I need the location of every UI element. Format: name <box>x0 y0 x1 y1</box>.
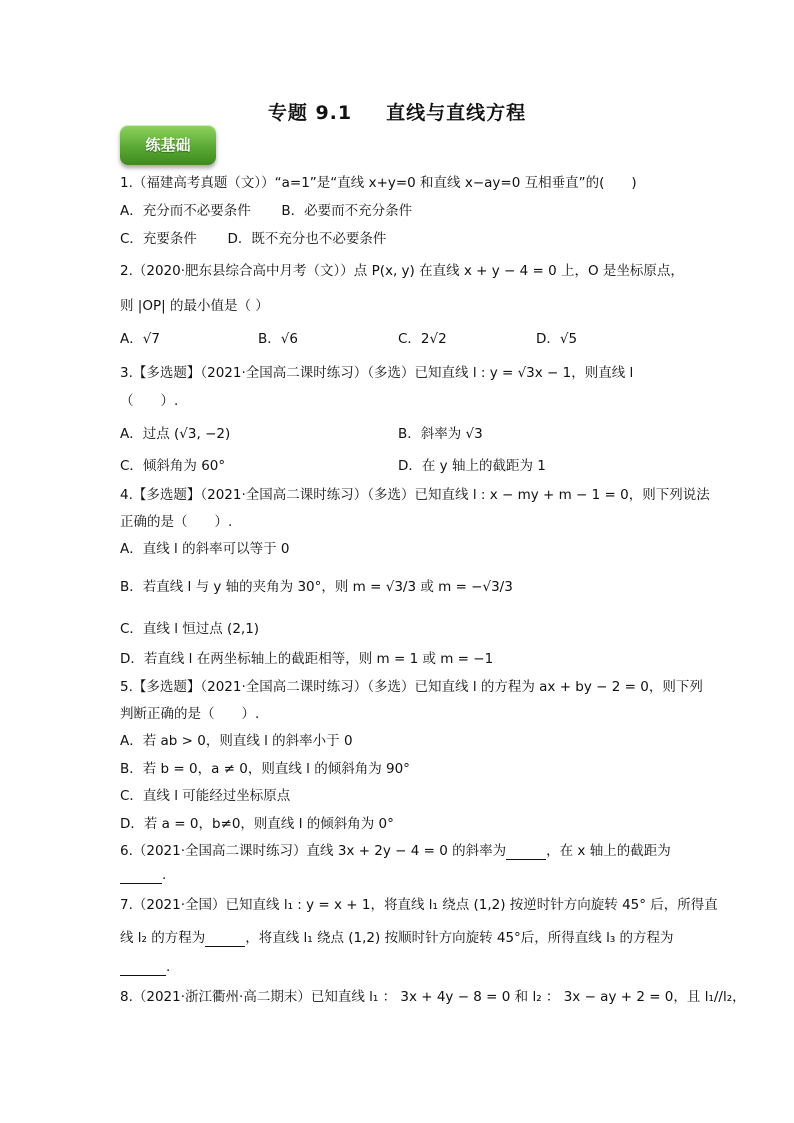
q2-option-c: C．2√2 <box>398 331 447 347</box>
q4-option-b: B．若直线 l 与 y 轴的夹角为 30°，则 m = √3/3 或 m = −√3/3 <box>120 579 513 595</box>
q7-text-a: 线 l₂ 的方程为 <box>120 930 206 946</box>
q3-stem-line1: 3.【多选题】（2021·全国高二课时练习）（多选）已知直线 l : y = √3x − 1，则直线 l <box>120 365 634 381</box>
q6-stem-line1 <box>120 842 671 860</box>
q4-stem-line1: 4.【多选题】（2021·全国高二课时练习）（多选）已知直线 l : x − my + m − 1 = 0，则下列说法 <box>120 487 710 503</box>
q1-option-d: D．既不充分也不必要条件 <box>227 231 387 247</box>
q4-option-d: D．若直线 l 在两坐标轴上的截距相等，则 m = 1 或 m = −1 <box>120 651 494 667</box>
q1-options-row2 <box>120 230 386 248</box>
q2-option-b: B．√6 <box>258 331 298 347</box>
q1-options-row1 <box>120 202 412 220</box>
q5-option-a: A．若 ab > 0，则直线 l 的斜率小于 0 <box>120 733 353 749</box>
q1-option-c: C．充要条件 <box>120 231 197 247</box>
q4-option-c: C．直线 l 恒过点 (2,1) <box>120 621 260 637</box>
q7-stem-line1: 7.（2021·全国）已知直线 l₁ : y = x + 1，将直线 l₁ 绕点 (1,2) 按逆时针方向旋转 45° 后，所得直 <box>120 897 718 913</box>
q7-stem-line3 <box>120 958 170 976</box>
q5-option-c: C．直线 l 可能经过坐标原点 <box>120 788 291 804</box>
q3-option-c: C．倾斜角为 60° <box>120 458 226 474</box>
q6-answer-blank-2 <box>120 869 162 884</box>
q5-option-b: B．若 b = 0，a ≠ 0，则直线 l 的倾斜角为 90° <box>120 761 410 777</box>
q6-answer-blank-1 <box>506 845 546 860</box>
q6-text-b: ，在 x 轴上的截距为 <box>546 843 671 859</box>
q7-stem-line2 <box>120 929 674 947</box>
page-title <box>0 98 794 125</box>
title-topic: 直线与直线方程 <box>386 102 527 124</box>
q2-stem-line2: 则 |OP| 的最小值是（ ） <box>120 298 269 314</box>
q8-stem-line1: 8.（2021·浙江衢州·高二期末）已知直线 l₁ ： 3x + 4y − 8 = 0 和 l₂ ： 3x − ay + 2 = 0，且 l₁//l₂， <box>120 989 746 1005</box>
q6-text-a: 6.（2021·全国高二课时练习）直线 3x + 2y − 4 = 0 的斜率为 <box>120 843 507 859</box>
q3-option-a: A．过点 (√3, −2) <box>120 426 231 442</box>
q6-period: . <box>162 867 167 883</box>
q5-stem-line1: 5.【多选题】（2021·全国高二课时练习）（多选）已知直线 l 的方程为 ax + by − 2 = 0，则下列 <box>120 679 703 695</box>
title-number: 专题 9.1 <box>267 102 353 124</box>
q3-option-d: D．在 y 轴上的截距为 1 <box>398 458 546 474</box>
q7-text-b: ，将直线 l₁ 绕点 (1,2) 按顺时针方向旋转 45°后，所得直线 l₃ 的方程为 <box>245 930 674 946</box>
q5-stem-line2: 判断正确的是（ ）. <box>120 706 260 722</box>
q2-stem-line1: 2.（2020·肥东县综合高中月考（文））点 P(x, y) 在直线 x + y − 4 = 0 上，O 是坐标原点， <box>120 263 684 279</box>
q7-period: . <box>166 959 171 975</box>
q1-option-b: B．必要而不充分条件 <box>281 203 413 219</box>
q4-option-a: A．直线 l 的斜率可以等于 0 <box>120 541 290 557</box>
section-badge: 练基础 <box>120 125 216 165</box>
q5-option-d: D．若 a = 0，b≠0，则直线 l 的倾斜角为 0° <box>120 816 394 832</box>
q1-option-a: A．充分而不必要条件 <box>120 203 251 219</box>
q2-option-a: A．√7 <box>120 331 160 347</box>
q2-option-d: D．√5 <box>536 331 578 347</box>
q1-stem: 1.（福建高考真题（文））“a=1”是“直线 x+y=0 和直线 x−ay=0 互相垂直”的( ) <box>120 175 637 191</box>
q3-option-b: B．斜率为 √3 <box>398 426 483 442</box>
q3-stem-line2: （ ）. <box>120 393 179 409</box>
q4-stem-line2: 正确的是（ ）. <box>120 514 233 530</box>
q7-answer-blank-2 <box>120 961 166 976</box>
q6-stem-line2 <box>120 866 166 884</box>
q7-answer-blank-1 <box>205 932 245 947</box>
